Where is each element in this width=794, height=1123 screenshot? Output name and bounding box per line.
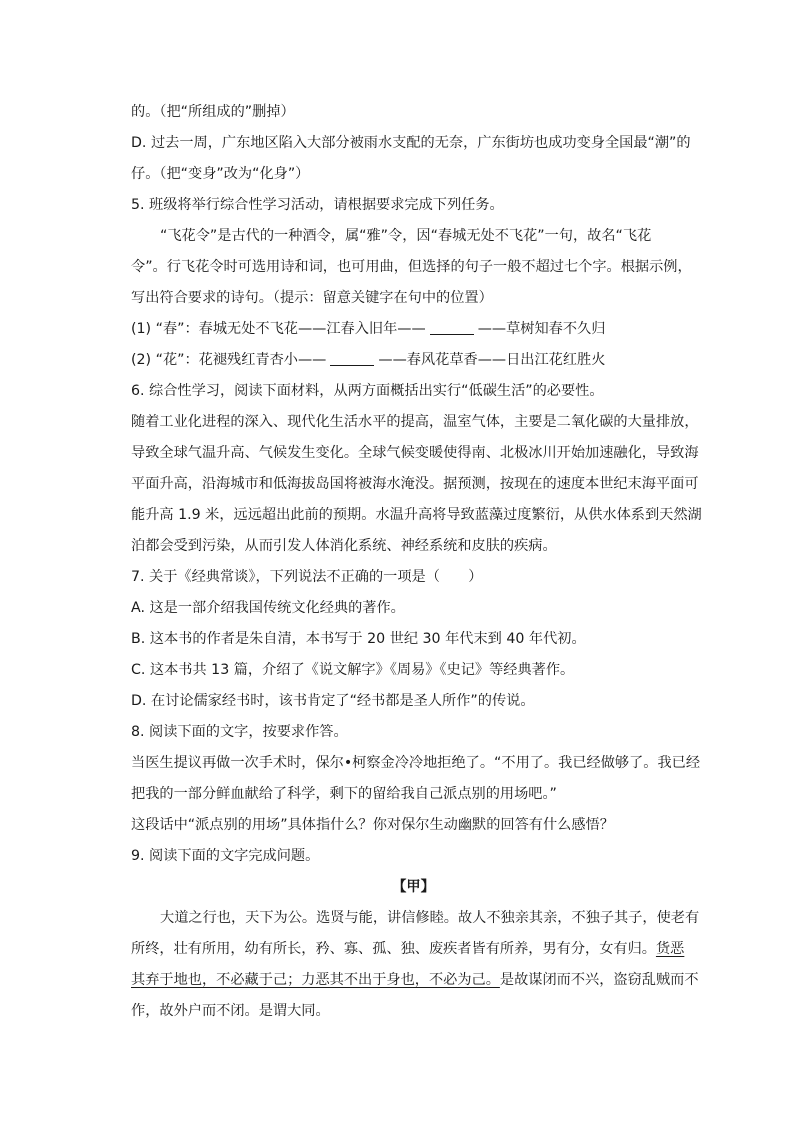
- q8-paragraph-line: 把我的一部分鲜血献给了科学，剩下的留给我自己派点别的用场吧。”: [131, 786, 557, 802]
- q5-paragraph-line: 令”。行飞花令时可选用诗和词，也可用曲，但选择的句子一般不超过七个字。根据示例，: [131, 259, 692, 275]
- question-8: 8. 阅读下面的文字，按要求作答。: [131, 724, 348, 740]
- q5-item-2-prefix: (2) “花”：花褪残红青杏小——: [131, 352, 327, 368]
- document-content: [131, 97, 702, 1027]
- jia-text: 所终，壮有所用，幼有所长，矜、寡、孤、独、废疾者皆有所养，男有分，女有归。: [131, 941, 656, 957]
- q6-paragraph-line: 泊都会受到污染，从而引发人体消化系统、神经系统和皮肤的疾病。: [131, 538, 557, 554]
- text-line: 仔。（把“变身”改为“化身”）: [131, 166, 310, 182]
- q6-paragraph-line: 随着工业化进程的深入、现代化生活水平的提高，温室气体，主要是二氧化碳的大量排放，: [131, 414, 699, 430]
- question-5: 5. 班级将举行综合性学习活动，请根据要求完成下列任务。: [131, 197, 504, 213]
- jia-text: 是故谋闭而不兴，盗窃乱贼而不: [499, 972, 699, 988]
- question-9: 9. 阅读下面的文字完成问题。: [131, 848, 320, 864]
- q5-paragraph-line: 写出符合要求的诗句。（提示：留意关键字在句中的位置）: [131, 290, 493, 306]
- jia-paragraph-line: 大道之行也，天下为公。选贤与能，讲信修睦。故人不独亲其亲，不独子其子，使老有: [160, 910, 700, 926]
- question-6: 6. 综合性学习，阅读下面材料，从两方面概括出实行“低碳生活”的必要性。: [131, 383, 604, 399]
- q6-paragraph-line: 平面升高，沿海城市和低海拔岛国将被海水淹没。据预测，按现在的速度本世纪末海平面可: [131, 476, 699, 492]
- q5-item-1-suffix: ——草树知春不久归: [477, 321, 606, 337]
- question-7: 7. 关于《经典常谈》，下列说法不正确的一项是（ ）: [131, 569, 483, 585]
- q5-paragraph-line: “飞花令”是古代的一种酒令，属“雅”令，因“春城无处不飞花”一句，故名“飞花: [160, 228, 652, 244]
- q5-item-2-suffix: ——春风花草香——日出江花红胜火: [378, 352, 606, 368]
- jia-paragraph-line: [131, 934, 696, 965]
- fill-blank-1[interactable]: [430, 318, 474, 335]
- text-line: 的。（把“所组成的”删掉）: [131, 104, 295, 120]
- jia-paragraph-line: 作，故外户而不闭。是谓大同。: [131, 1003, 330, 1019]
- fill-blank-2[interactable]: [330, 349, 374, 366]
- jia-paragraph-line: [131, 965, 699, 996]
- q6-paragraph-line: 能升高 1.9 米，远远超出此前的预期。水温升高将导致蓝藻过度繁衍，从供水体系到天然湖: [131, 507, 702, 523]
- q5-item-1: [131, 314, 696, 345]
- q7-option-b: B. 这本书的作者是朱自清，本书写于 20 世纪 30 年代末到 40 年代初。: [131, 631, 586, 647]
- underlined-text: 货恶: [655, 941, 685, 957]
- underlined-text: 其弃于地也，不必藏于己；力恶其不出于身也，不必为己。: [131, 972, 500, 988]
- q6-paragraph-line: 导致全球气温升高、气候发生变化。全球气候变暖使得南、北极冰川开始加速融化，导致海: [131, 445, 699, 461]
- q8-prompt: 这段话中“派点别的用场”具体指什么？你对保尔生动幽默的回答有什么感悟？: [131, 817, 614, 833]
- section-heading-jia: 【甲】: [392, 879, 435, 895]
- q5-item-1-prefix: (1) “春”：春城无处不飞花——江春入旧年——: [131, 321, 426, 337]
- q7-option-a: A. 这是一部介绍我国传统文化经典的著作。: [131, 600, 405, 616]
- q7-option-c: C. 这本书共 13 篇，介绍了《说文解字》《周易》《史记》等经典著作。: [131, 662, 575, 678]
- q5-item-2: [131, 345, 696, 376]
- q8-paragraph-line: 当医生提议再做一次手术时，保尔•柯察金冷冷地拒绝了。“不用了。我已经做够了。我已经: [131, 755, 701, 771]
- option-d-line: D. 过去一周，广东地区陷入大部分被雨水支配的无奈，广东街坊也成功变身全国最“潮”的: [131, 135, 691, 151]
- q7-option-d: D. 在讨论儒家经书时，该书肯定了“经书都是圣人所作”的传说。: [131, 693, 535, 709]
